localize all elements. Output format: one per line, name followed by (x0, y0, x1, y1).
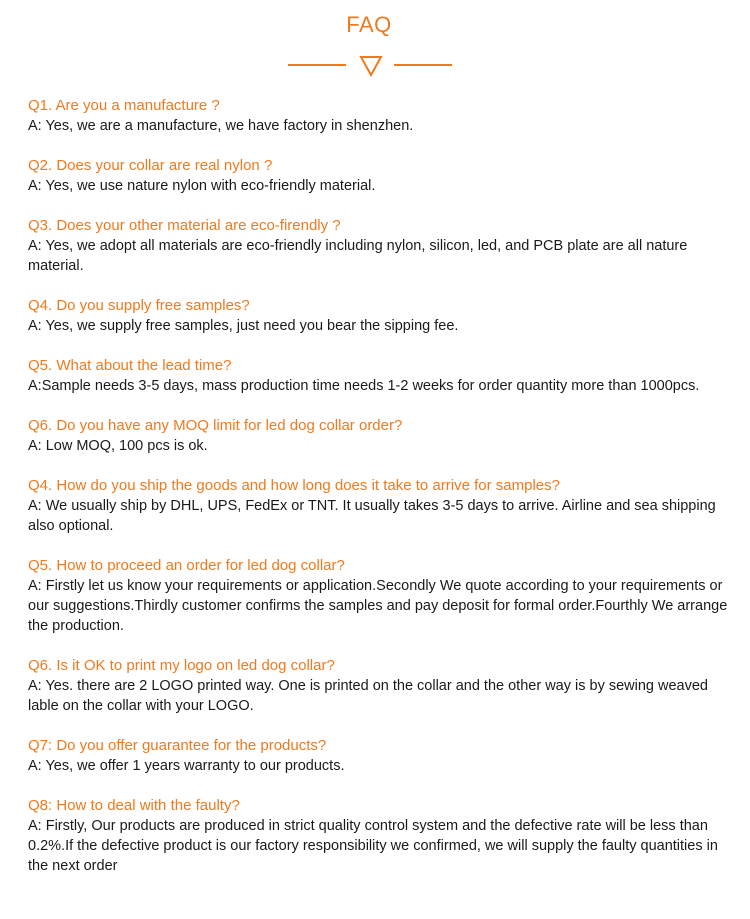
faq-item (28, 216, 733, 276)
faq-answer: A: We usually ship by DHL, UPS, FedEx or TNT. It usually takes 3-5 days to arrive. Airline and sea shipping also optional. (28, 498, 716, 534)
faq-question: Q5. What about the lead time? (28, 357, 232, 374)
faq-question: Q6. Is it OK to print my logo on led dog collar? (28, 657, 335, 674)
title-divider-left (288, 64, 346, 66)
faq-item (28, 296, 733, 336)
faq-item (28, 736, 733, 776)
faq-answer: A: Yes, we supply free samples, just need you bear the sipping fee. (28, 318, 459, 334)
faq-question: Q2. Does your collar are real nylon ? (28, 157, 273, 174)
faq-question: Q8: How to deal with the faulty? (28, 797, 240, 814)
faq-header (0, 0, 750, 90)
faq-answer: A: Yes, we are a manufacture, we have factory in shenzhen. (28, 118, 414, 134)
faq-answer: A: Yes, we offer 1 years warranty to our products. (28, 758, 345, 774)
page-title: FAQ (346, 12, 392, 37)
faq-question: Q6. Do you have any MOQ limit for led dog collar order? (28, 417, 403, 434)
faq-item (28, 96, 733, 136)
faq-question: Q4. Do you supply free samples? (28, 297, 250, 314)
faq-item (28, 156, 733, 196)
faq-answer: A: Yes. there are 2 LOGO printed way. One is printed on the collar and the other way is by sewing weaved lable on the collar with your LOGO. (28, 678, 708, 714)
faq-item (28, 556, 733, 636)
faq-question: Q5. How to proceed an order for led dog collar? (28, 557, 345, 574)
faq-question: Q4. How do you ship the goods and how long does it take to arrive for samples? (28, 477, 560, 494)
faq-answer: A: Yes, we adopt all materials are eco-friendly including nylon, silicon, led, and PCB plate are all nature material. (28, 238, 688, 274)
faq-question: Q1. Are you a manufacture ? (28, 97, 220, 114)
faq-answer: A: Firstly let us know your requirements or application.Secondly We quote according to your requirements or our suggestions.Thirdly customer confirms the samples and pay deposit for formal order.Fourthly We arrange the production. (28, 578, 728, 634)
faq-item (28, 476, 733, 536)
faq-list (28, 96, 733, 896)
faq-item (28, 796, 733, 876)
faq-question: Q7: Do you offer guarantee for the products? (28, 737, 327, 754)
faq-answer: A: Firstly, Our products are produced in strict quality control system and the defective rate will be less than 0.2%.If the defective product is our factory responsibility we confirmed, we will supply the faulty quantities in the next order (28, 818, 718, 874)
title-divider-right (394, 64, 452, 66)
triangle-down-outline-icon (359, 55, 383, 77)
faq-item (28, 416, 733, 456)
faq-item (28, 656, 733, 716)
faq-item (28, 356, 733, 396)
faq-answer: A: Yes, we use nature nylon with eco-friendly material. (28, 178, 376, 194)
faq-answer: A: Low MOQ, 100 pcs is ok. (28, 438, 208, 454)
faq-question: Q3. Does your other material are eco-firendly ? (28, 217, 341, 234)
faq-answer: A:Sample needs 3-5 days, mass production time needs 1-2 weeks for order quantity more than 1000pcs. (28, 378, 700, 394)
